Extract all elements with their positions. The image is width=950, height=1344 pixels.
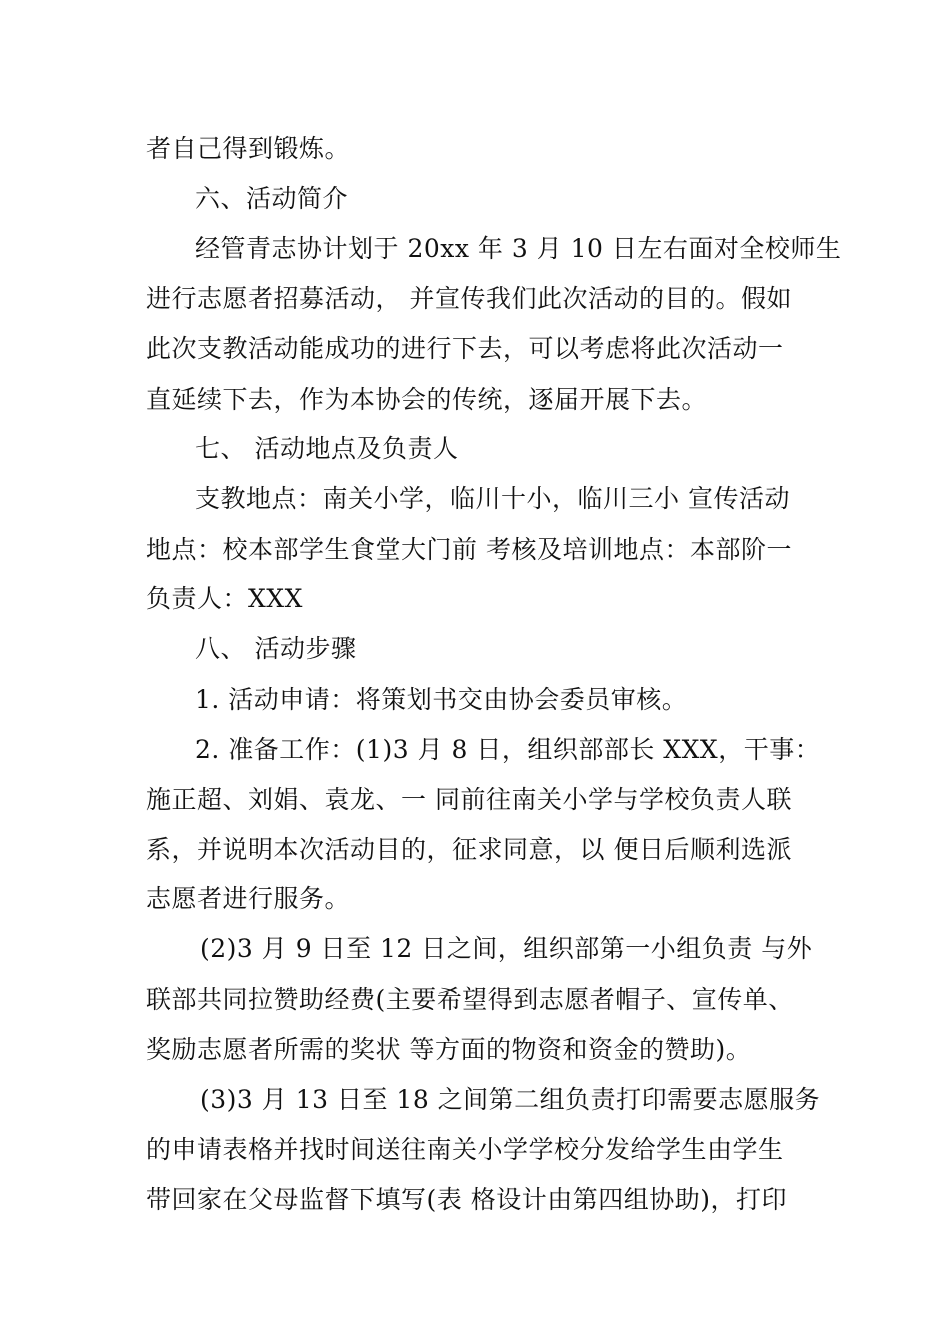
section-heading: 八、 活动步骤	[195, 634, 357, 663]
section-heading: 七、 活动地点及负责人	[195, 434, 459, 463]
text-line: 联部共同拉赞助经费(主要希望得到志愿者帽子、宣传单、	[146, 985, 794, 1014]
text-line: 支教地点：南关小学，临川十小，临川三小 宣传活动	[195, 484, 790, 513]
text-line: 直延续下去，作为本协会的传统，逐届开展下去。	[146, 385, 708, 414]
text-line: 2. 准备工作：(1)3 月 8 日，组织部部长 XXX，干事：	[195, 735, 821, 764]
text-line: 1. 活动申请：将策划书交由协会委员审核。	[195, 685, 688, 714]
text-line: 经管青志协计划于 20xx 年 3 月 10 日左右面对全校师生	[195, 234, 842, 263]
text-line: 地点：校本部学生食堂大门前 考核及培训地点：本部阶一	[146, 535, 792, 564]
text-line: (2)3 月 9 日至 12 日之间，组织部第一小组负责 与外	[200, 934, 813, 963]
text-line: 的申请表格并找时间送往南关小学学校分发给学生由学生	[146, 1135, 784, 1164]
text-line: 进行志愿者招募活动， 并宣传我们此次活动的目的。假如	[146, 284, 792, 313]
text-line: 施正超、刘娟、袁龙、一 同前往南关小学与学校负责人联	[146, 785, 792, 814]
text-line: (3)3 月 13 日至 18 之间第二组负责打印需要志愿服务	[200, 1085, 821, 1114]
text-line: 者自己得到锻炼。	[146, 134, 351, 163]
text-line: 此次支教活动能成功的进行下去，可以考虑将此次活动一	[146, 334, 784, 363]
text-line: 负责人：XXX	[146, 584, 303, 613]
section-heading: 六、活动简介	[195, 184, 349, 213]
text-line: 志愿者进行服务。	[146, 884, 351, 913]
text-line: 带回家在父母监督下填写(表 格设计由第四组协助)，打印	[146, 1185, 787, 1214]
text-line: 奖励志愿者所需的奖状 等方面的物资和资金的赞助)。	[146, 1035, 752, 1064]
text-line: 系，并说明本次活动目的，征求同意，以 便日后顺利选派	[146, 835, 792, 864]
